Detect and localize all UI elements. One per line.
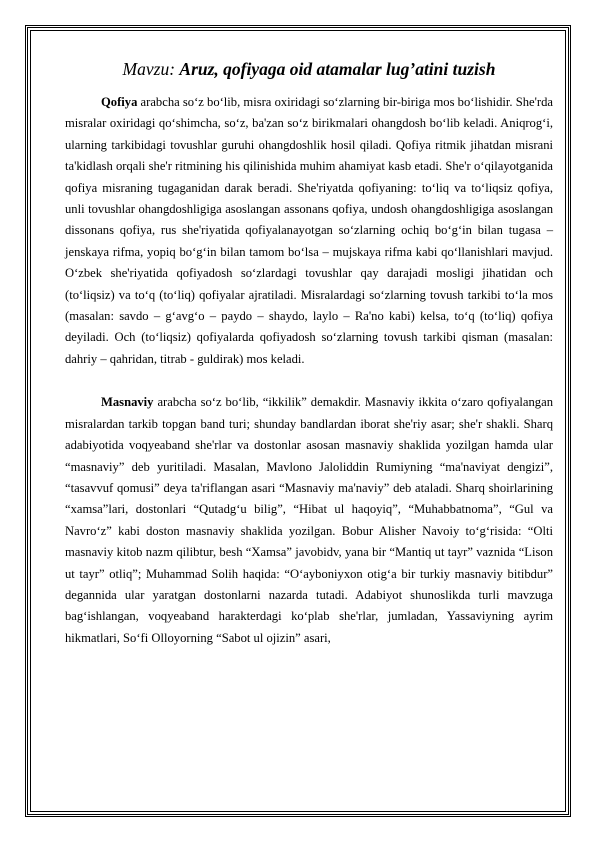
paragraph-qofiya-text: arabcha so‘z bo‘lib, misra oxiridagi so‘zlarning bir-biriga mos bo‘lishidir. She'rda misralar oxiridagi qo‘shimcha, so‘z, ba'zan so‘z birikmalari ohangdosh bo‘lib keladi. Aniqrog‘i, ularning tarkibidagi tovushlar guruhi ohangdoshlik hosil qiladi. Qofiya ritmik jihatdan misrani ta'kidlash orqali she'r ritmining his qilinishida muhim ahamiyat kasb etadi. She'r o‘qilayotganida qofiya misraning tugaganidan darak beradi. She'riyatda qofiyaning: to‘liq va to‘liqsiz qofiya, unli tovushlar ohangdoshligiga asoslangan assonans qofiya, undosh ohangdoshligiga asoslangan dissonans qofiya, rus she'riyatida qofiyalanayotgan so‘zlarning ochiq bo‘g‘in bilan tugasa – jenskaya rifma, yopiq bo‘g‘in bilan tamom bo‘lsa – mujskaya rifma kabi qo‘llanishlari mavjud. O‘zbek she'riyatida qofiyadosh so‘zlardagi tovushlar qay darajadi mosligi jihatidan och (to‘liqsiz) va to‘q (to‘liq) qofiyalar ajratiladi. Misralardagi so‘zlarning tovush tarkibi to‘la mos (masalan: savdo – g‘avg‘o – paydo – shaydo, laylo – Ra'no kabi) kelsa, to‘q (to‘liq) qofiya deyiladi. Och (to‘liqsiz) qofiyalarda qofiyadosh so‘zlarning tovush tarkibi qisman (masalan: dahriy – qahridan, titrab - guldirak) mos keladi. [65, 95, 553, 366]
paragraph-gap [65, 370, 553, 392]
document-body [65, 58, 553, 649]
title-topic: Aruz, qofiyaga oid atamalar lug’atini tuzish [179, 59, 496, 79]
paragraph-masnaviy [65, 392, 553, 649]
page-title [65, 58, 553, 80]
term-masnaviy: Masnaviy [101, 395, 154, 410]
paragraph-masnaviy-text: arabcha so‘z bo‘lib, “ikkilik” demakdir. Masnaviy ikkita o‘zaro qofiyalangan misralardan tarkib topgan band turi; shunday bandlardan iborat she'riy asar; she'r shakli. Sharq adabiyotida voqyeaband she'rlar va dostonlar asosan masnaviy shaklida yozilgan hamda ular “masnaviy” deb yuritiladi. Masalan, Mavlono Jaloliddin Rumiyning “ma'naviyat dengizi”, “tasavvuf qomusi” deya ta'riflangan asari “Masnaviy ma'naviy” deb ataladi. Sharq shoirlarining “xamsa”lari, dostonlari “Qutadg‘u bilig”, “Hibat ul haqoyiq”, “Muhabbatnoma”, “Gul va Navro‘z” kabi doston masnaviy shaklida yozilgan. Bobur Alisher Navoiy to‘g‘risida: “Olti masnaviy kitob nazm qilibtur, besh “Xamsa” javobidv, yana bir “Mantiq ut tayr” vaznida “Lison ut tayr” otliq”; Muhammad Solih haqida: “O‘ayboniyxon otig‘a bir turkiy masnaviy bitibdur” degannida ular yaratgan dostonlarni nazarda tutadi. Adabiyot shunoslikda turli mavzuga bag‘ishlangan, voqyeaband harakterdagi ko‘plab she'rlar, jumladan, Yassaviyning ayrim hikmatlari, So‘fi Olloyorning “Sabot ul ojizin” asari, [65, 395, 553, 645]
term-qofiya: Qofiya [101, 95, 138, 109]
paragraph-qofiya [65, 92, 553, 370]
title-prefix: Mavzu: [122, 59, 176, 79]
